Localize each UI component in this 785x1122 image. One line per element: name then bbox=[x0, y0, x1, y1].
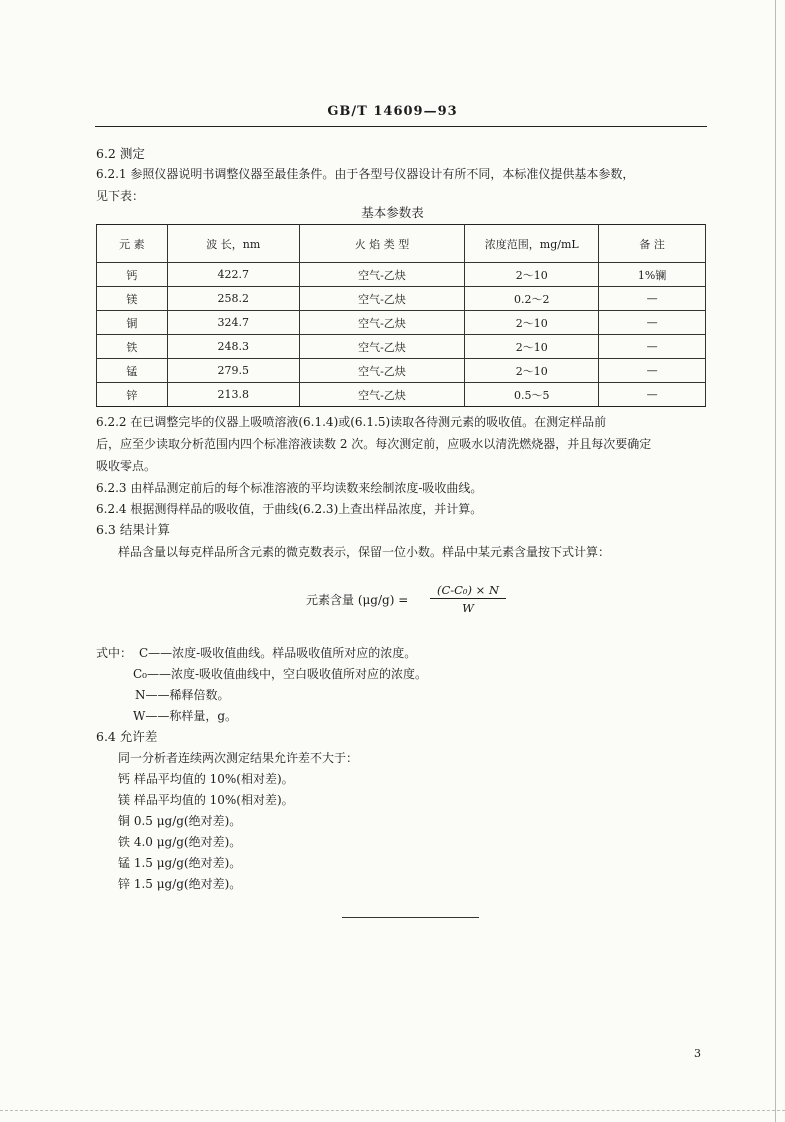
col-header-remarks: 备 注 bbox=[599, 225, 706, 263]
table-row bbox=[97, 311, 706, 335]
cell-concentration-range: 2～10 bbox=[465, 263, 599, 287]
cell-remarks: — bbox=[599, 383, 706, 407]
tolerance-item-iron: 铁 4.0 μg/g(绝对差)。 bbox=[118, 835, 242, 849]
para-6-3: 样品含量以每克样品所含元素的微克数表示，保留一位小数。样品中某元素含量按下式计算： bbox=[118, 545, 611, 559]
para-6-2-4: 6.2.4 根据测得样品的吸收值，于曲线(6.2.3)上查出样品浓度，并计算。 bbox=[96, 502, 483, 516]
where-intro: 式中： bbox=[96, 646, 133, 660]
table-row bbox=[97, 335, 706, 359]
cell-remarks: — bbox=[599, 359, 706, 383]
where-w: W——称样量，g。 bbox=[133, 709, 238, 723]
para-6-4-intro: 同一分析者连续两次测定结果允许差不大于： bbox=[118, 751, 359, 765]
cell-remarks: — bbox=[599, 335, 706, 359]
cell-flame-type: 空气-乙炔 bbox=[299, 311, 465, 335]
cell-wavelength: 279.5 bbox=[167, 359, 299, 383]
cell-flame-type: 空气-乙炔 bbox=[299, 263, 465, 287]
where-c0: C₀——浓度-吸收值曲线中，空白吸收值所对应的浓度。 bbox=[133, 667, 428, 681]
col-header-flame-type: 火 焰 类 型 bbox=[299, 225, 465, 263]
para-6-2-1-line1: 6.2.1 参照仪器说明书调整仪器至最佳条件。由于各型号仪器设计有所不同，本标准仪提供基本参数， bbox=[96, 167, 635, 181]
header-rule bbox=[95, 126, 707, 127]
cell-remarks: — bbox=[599, 311, 706, 335]
tolerance-item-calcium: 钙 样品平均值的 10%(相对差)。 bbox=[118, 772, 294, 786]
cell-flame-type: 空气-乙炔 bbox=[299, 287, 465, 311]
cell-concentration-range: 0.2～2 bbox=[465, 287, 599, 311]
cell-flame-type: 空气-乙炔 bbox=[299, 335, 465, 359]
cell-concentration-range: 0.5～5 bbox=[465, 383, 599, 407]
para-6-2-3: 6.2.3 由样品测定前后的每个标准溶液的平均读数来绘制浓度-吸收曲线。 bbox=[96, 481, 483, 495]
cell-remarks: 1%镧 bbox=[599, 263, 706, 287]
cell-element: 镁 bbox=[97, 287, 168, 311]
section-6-2-title: 6.2 测定 bbox=[96, 146, 145, 161]
formula-numerator: (C-C₀) × N bbox=[436, 583, 500, 597]
cell-wavelength: 258.2 bbox=[167, 287, 299, 311]
tolerance-item-zinc: 锌 1.5 μg/g(绝对差)。 bbox=[118, 877, 242, 891]
table-row bbox=[97, 359, 706, 383]
section-6-4-title: 6.4 允许差 bbox=[96, 729, 158, 744]
page-edge-bottom bbox=[0, 1110, 785, 1111]
cell-wavelength: 213.8 bbox=[167, 383, 299, 407]
table-row bbox=[97, 383, 706, 407]
page-number: 3 bbox=[694, 1047, 701, 1060]
tolerance-item-magnesium: 镁 样品平均值的 10%(相对差)。 bbox=[118, 793, 294, 807]
col-header-wavelength: 波 长，nm bbox=[167, 225, 299, 263]
cell-concentration-range: 2～10 bbox=[465, 311, 599, 335]
cell-wavelength: 324.7 bbox=[167, 311, 299, 335]
col-header-element: 元 素 bbox=[97, 225, 168, 263]
table-row bbox=[97, 287, 706, 311]
para-6-2-2-line2: 后，应至少读取分析范围内四个标准溶液读数 2 次。每次测定前，应吸水以清洗燃烧器，并且每次要确定 bbox=[96, 437, 652, 451]
tolerance-item-copper: 铜 0.5 μg/g(绝对差)。 bbox=[118, 814, 242, 828]
para-6-2-1-line2: 见下表： bbox=[96, 189, 145, 203]
standard-number-header: GB/T 14609—93 bbox=[327, 104, 458, 119]
cell-concentration-range: 2～10 bbox=[465, 359, 599, 383]
cell-element: 锌 bbox=[97, 383, 168, 407]
tolerance-item-manganese: 锰 1.5 μg/g(绝对差)。 bbox=[118, 856, 242, 870]
cell-element: 铁 bbox=[97, 335, 168, 359]
cell-element: 锰 bbox=[97, 359, 168, 383]
end-rule bbox=[342, 917, 479, 918]
cell-concentration-range: 2～10 bbox=[465, 335, 599, 359]
section-6-3-title: 6.3 结果计算 bbox=[96, 522, 170, 537]
cell-flame-type: 空气-乙炔 bbox=[299, 383, 465, 407]
para-6-2-2-line3: 吸收零点。 bbox=[96, 459, 157, 473]
formula-lhs: 元素含量 (μg/g) = bbox=[306, 593, 409, 607]
formula-fraction-bar bbox=[430, 598, 506, 599]
cell-element: 钙 bbox=[97, 263, 168, 287]
where-c: C——浓度-吸收值曲线。样品吸收值所对应的浓度。 bbox=[139, 646, 417, 660]
cell-flame-type: 空气-乙炔 bbox=[299, 359, 465, 383]
page-edge-right bbox=[775, 0, 776, 1122]
cell-element: 铜 bbox=[97, 311, 168, 335]
col-header-concentration-range: 浓度范围，mg/mL bbox=[465, 225, 599, 263]
where-n: N——稀释倍数。 bbox=[135, 688, 230, 702]
para-6-2-2-line1: 6.2.2 在已调整完毕的仪器上吸喷溶液(6.1.4)或(6.1.5)读取各待测元素的吸收值。在测定样品前 bbox=[96, 415, 607, 429]
table-header-row bbox=[97, 225, 706, 263]
cell-wavelength: 422.7 bbox=[167, 263, 299, 287]
table-caption: 基本参数表 bbox=[361, 205, 424, 220]
basic-parameters-table bbox=[96, 224, 706, 407]
formula-denominator: W bbox=[462, 601, 474, 615]
table-row bbox=[97, 263, 706, 287]
cell-remarks: — bbox=[599, 287, 706, 311]
cell-wavelength: 248.3 bbox=[167, 335, 299, 359]
